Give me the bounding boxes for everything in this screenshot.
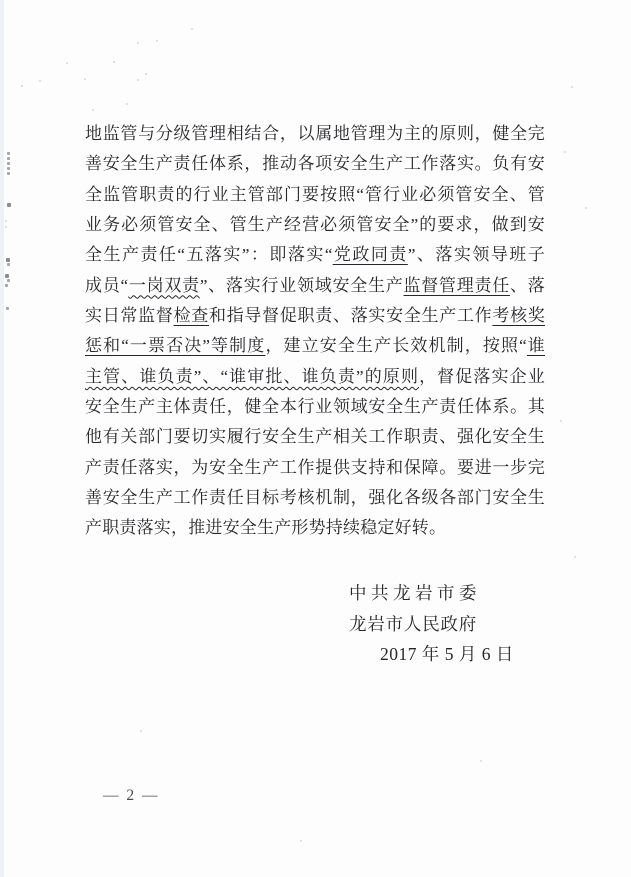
scan-speck (156, 40, 158, 42)
body-text-segment: 善安全生产责任体系，推动各项安全生产工作落实。负有安 (85, 154, 545, 174)
body-line (85, 513, 545, 543)
scan-speck (7, 167, 10, 170)
body-text-segment: ，建立安全生产长效机制，按照“ (265, 336, 527, 356)
emphasized-phrase: 考核奖 (492, 306, 546, 326)
scan-speck (7, 152, 10, 155)
scan-speck (300, 840, 302, 842)
body-text-segment: 实日常监督 (85, 306, 174, 326)
body-text-segment: 产职责落实，推进安全生产形势持续稳定好转。 (85, 518, 447, 538)
body-text-segment: 他有关部门要切实履行安全生产相关工作职责、强化安全生 (85, 427, 545, 447)
signature-org-party: 中共龙岩市委 (349, 583, 481, 603)
scan-speck (6, 258, 10, 262)
body-line (85, 453, 545, 483)
body-text-segment: 全监管职责的行业主管部门要按照“管行业必须管安全、管 (85, 184, 545, 204)
scan-speck (585, 207, 587, 209)
body-text-segment: 和指导督促职责、落实安全生产工作 (209, 306, 493, 326)
document-body (85, 119, 545, 544)
body-text-segment: 、落 (510, 275, 545, 295)
scan-speck (21, 85, 23, 87)
body-line (85, 301, 545, 331)
scan-speck (113, 61, 115, 63)
body-text-segment: ”、落实领导班子 (407, 245, 545, 265)
body-text-segment: 安全生产主体责任，健全本行业领域安全生产责任体系。其 (85, 397, 545, 417)
scan-speck (84, 78, 86, 80)
body-line (85, 362, 545, 392)
scan-speck (5, 220, 7, 222)
scan-speck (66, 62, 68, 64)
signature-org-government: 龙岩市人民政府 (349, 613, 478, 634)
body-text-segment: 业务必须管安全、管生产经营必须管安全”的要求，做到安 (85, 215, 545, 235)
scan-speck (7, 263, 10, 266)
scan-speck (7, 279, 10, 282)
body-text-segment: 成员“ (85, 275, 129, 295)
emphasized-phrase: 谁 (526, 336, 546, 356)
body-text-segment: 善安全生产工作责任目标考核机制，强化各级各部门安全生 (85, 488, 545, 508)
body-line (85, 483, 545, 513)
scan-speck (564, 151, 566, 153)
emphasized-phrase: 惩和“一票否决”等制度 (85, 336, 266, 356)
page-number: — 2 — (103, 787, 160, 804)
scan-speck (140, 730, 142, 732)
body-line (85, 271, 545, 301)
body-text-segment: 地监管与分级管理相结合，以属地管理为主的原则，健全完 (85, 124, 545, 143)
scan-speck (126, 103, 128, 105)
scan-speck (7, 157, 10, 160)
body-line (85, 149, 545, 179)
body-line (85, 331, 545, 361)
scan-speck (5, 226, 7, 228)
body-line (85, 180, 545, 210)
scan-speck (571, 86, 573, 88)
scan-speck (7, 203, 11, 207)
signature-date: 2017 年 5 月 6 日 (380, 644, 514, 664)
scan-speck (191, 28, 193, 30)
emphasized-phrase: 主管、谁负责”、“谁审批、谁负责”的原则 (85, 366, 420, 386)
body-text-segment: 全生产责任“五落实”：即落实“ (85, 245, 333, 265)
scan-speck (6, 307, 9, 310)
body-line (85, 119, 545, 149)
scan-speck (5, 284, 8, 287)
body-line (85, 210, 545, 240)
emphasized-phrase: 一岗双责 (128, 275, 200, 295)
scan-speck (560, 420, 562, 422)
scan-speck (92, 109, 94, 111)
emphasized-phrase: 党政同责 (332, 245, 408, 265)
scan-speck (137, 42, 139, 44)
scan-edge-strip (0, 0, 4, 877)
scan-speck (5, 274, 9, 278)
body-text-segment: ，督促落实企业 (419, 366, 545, 386)
body-text-segment: 产责任落实，为安全生产工作提供支持和保障。要进一步完 (85, 457, 545, 477)
scan-speck (480, 760, 482, 762)
body-line (85, 392, 545, 422)
body-text-segment: ”、落实行业领域安全生产 (199, 275, 404, 295)
body-line (85, 240, 545, 270)
scan-speck (7, 172, 10, 175)
signature-block (349, 578, 514, 670)
emphasized-phrase: 检查 (173, 306, 209, 326)
scan-speck (7, 162, 10, 165)
scan-speck (39, 80, 41, 82)
scan-speck (137, 79, 139, 81)
body-line (85, 422, 545, 452)
emphasized-phrase: 监督管理责任 (403, 275, 511, 295)
scan-speck (574, 556, 576, 558)
scan-speck (145, 73, 147, 75)
